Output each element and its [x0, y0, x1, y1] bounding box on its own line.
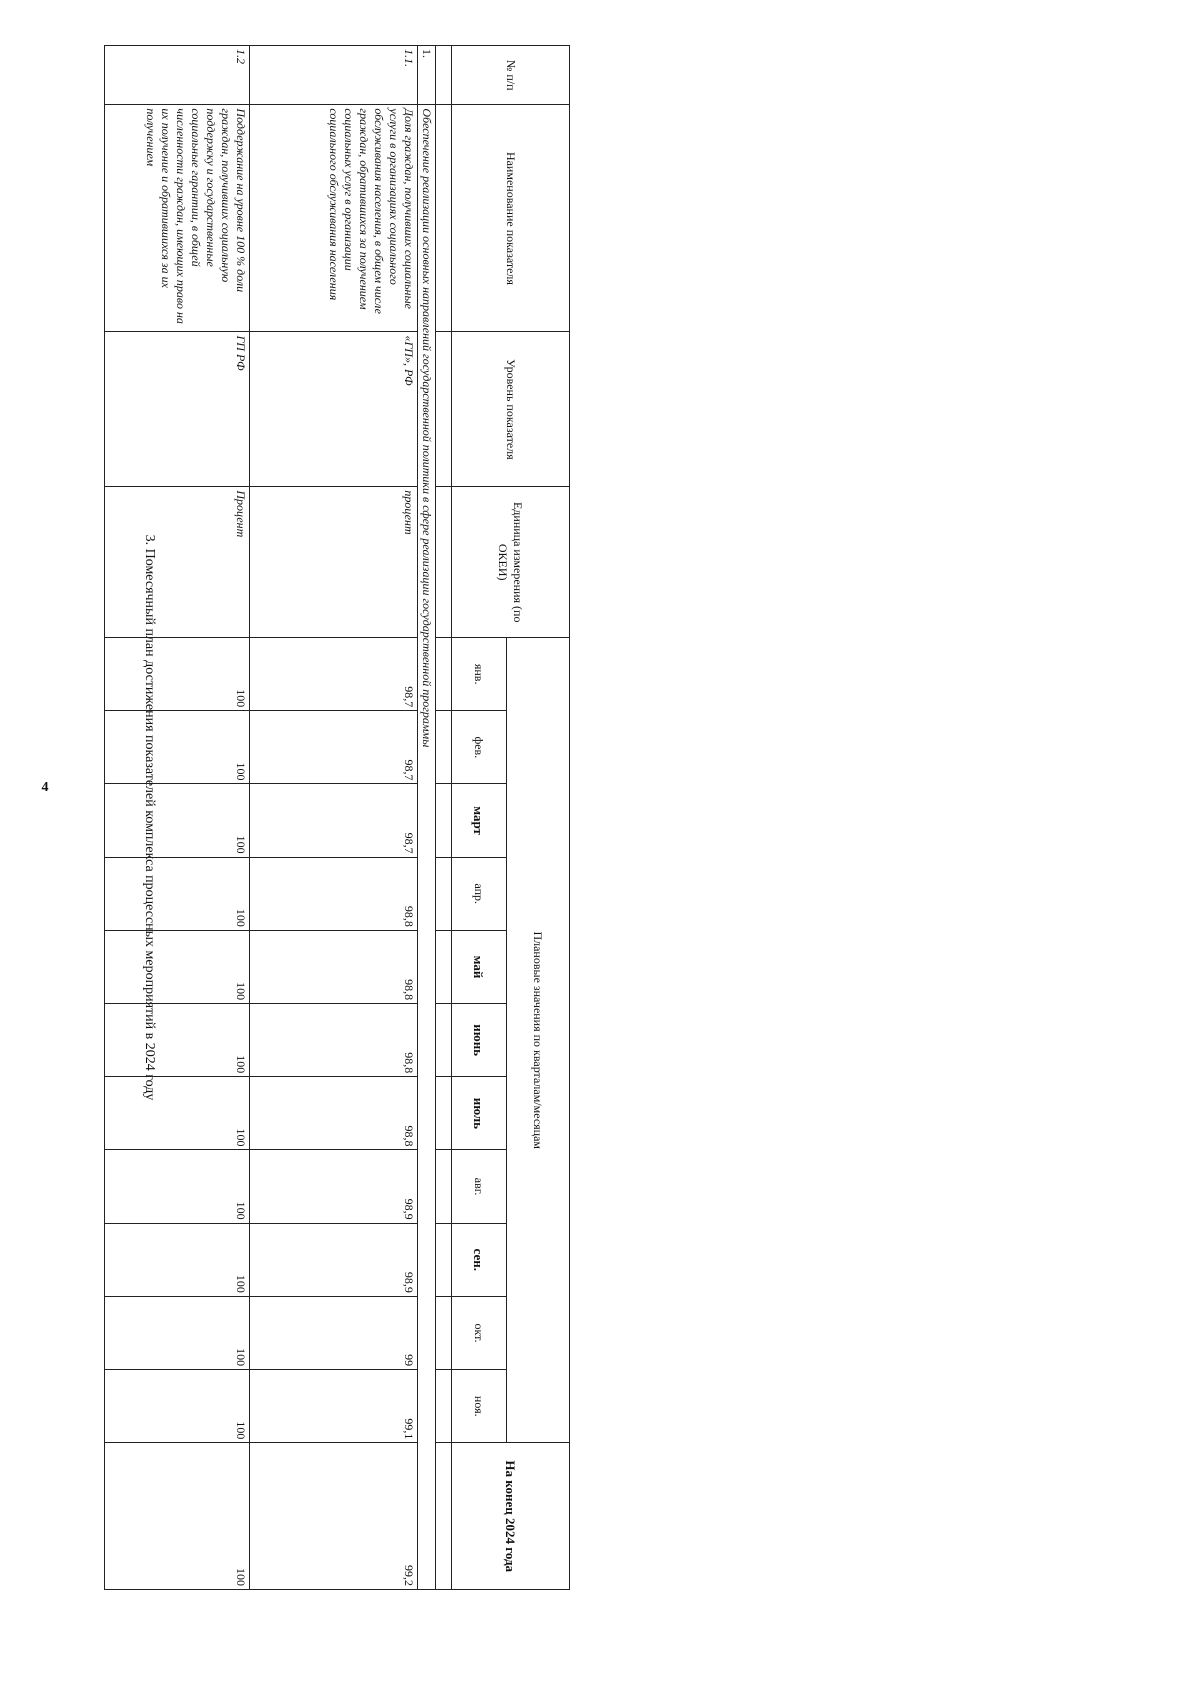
monthly-plan-table	[104, 45, 570, 1590]
month-value: 100	[105, 1004, 250, 1077]
year-end-value: 100	[105, 1443, 250, 1590]
month-value: 98,9	[250, 1150, 418, 1223]
month-value: 100	[105, 711, 250, 784]
month-value: 100	[105, 1077, 250, 1150]
indicator-unit: процент	[250, 487, 418, 638]
row-number: 1.2	[105, 46, 250, 105]
row-number: 1.1.	[250, 46, 418, 105]
month-header: окт.	[452, 1296, 507, 1369]
table-row	[250, 46, 418, 1590]
month-header: янв.	[452, 638, 507, 711]
blank-row	[436, 46, 452, 1590]
month-value: 100	[105, 1223, 250, 1296]
header-row-top	[507, 46, 570, 1590]
indicator-name: Поддержание на уровне 100 % доли граждан, получивших социальную поддержку и государственные социальные гарантии, в общей численности граждан, имеющих право на их получение и обратившихся за их получением	[105, 105, 250, 332]
section-row	[418, 46, 436, 1590]
month-header: март	[452, 784, 507, 857]
month-value: 98,8	[250, 930, 418, 1003]
section-number: 1.	[418, 46, 436, 105]
page-number: 4	[41, 780, 49, 795]
indicator-level: ГП РФ	[105, 332, 250, 487]
month-header: июнь	[452, 1004, 507, 1077]
month-value: 98,8	[250, 1004, 418, 1077]
table-heading: 3. Помесячный план достижения показателей комплекса процессных мероприятий в 2024 году	[142, 534, 157, 1101]
month-value: 100	[105, 784, 250, 857]
month-header: май	[452, 930, 507, 1003]
month-value: 98,7	[250, 784, 418, 857]
month-value: 98,7	[250, 638, 418, 711]
col-unit-header: Единица измерения (по ОКЕИ)	[452, 487, 570, 638]
month-header: ноя.	[452, 1370, 507, 1443]
month-value: 100	[105, 1150, 250, 1223]
month-header: сен.	[452, 1223, 507, 1296]
month-value: 99	[250, 1296, 418, 1369]
rotated-page-content	[120, 45, 570, 1590]
table-row	[105, 46, 250, 1590]
month-value: 98,8	[250, 857, 418, 930]
month-value: 100	[105, 857, 250, 930]
month-value: 98,9	[250, 1223, 418, 1296]
month-header: апр.	[452, 857, 507, 930]
col-end-header: На конец 2024 года	[452, 1443, 570, 1590]
month-header: авг.	[452, 1150, 507, 1223]
indicator-level: «ГП», РФ	[250, 332, 418, 487]
indicator-unit: Процент	[105, 487, 250, 638]
month-value: 98,8	[250, 1077, 418, 1150]
col-plan-header: Плановые значения по кварталам/месяцам	[507, 638, 570, 1443]
section-title: Обеспечение реализации основных направлений государственной политики в сфере реализации государственной программы	[418, 105, 436, 1590]
month-value: 98,7	[250, 711, 418, 784]
month-value: 100	[105, 1370, 250, 1443]
col-level-header: Уровень показателя	[452, 332, 570, 487]
month-value: 100	[105, 930, 250, 1003]
month-value: 99,1	[250, 1370, 418, 1443]
month-header: июль	[452, 1077, 507, 1150]
indicator-name: Доля граждан, получивших социальные услуги в организациях социального обслуживания населения, в общем числе граждан, обратившихся за получением социальных услуг в организации социального обслуживания населения	[250, 105, 418, 332]
col-num-header: № п/п	[452, 46, 570, 105]
year-end-value: 99,2	[250, 1443, 418, 1590]
month-value: 100	[105, 638, 250, 711]
col-name-header: Наименование показателя	[452, 105, 570, 332]
month-value: 100	[105, 1296, 250, 1369]
month-header: фев.	[452, 711, 507, 784]
